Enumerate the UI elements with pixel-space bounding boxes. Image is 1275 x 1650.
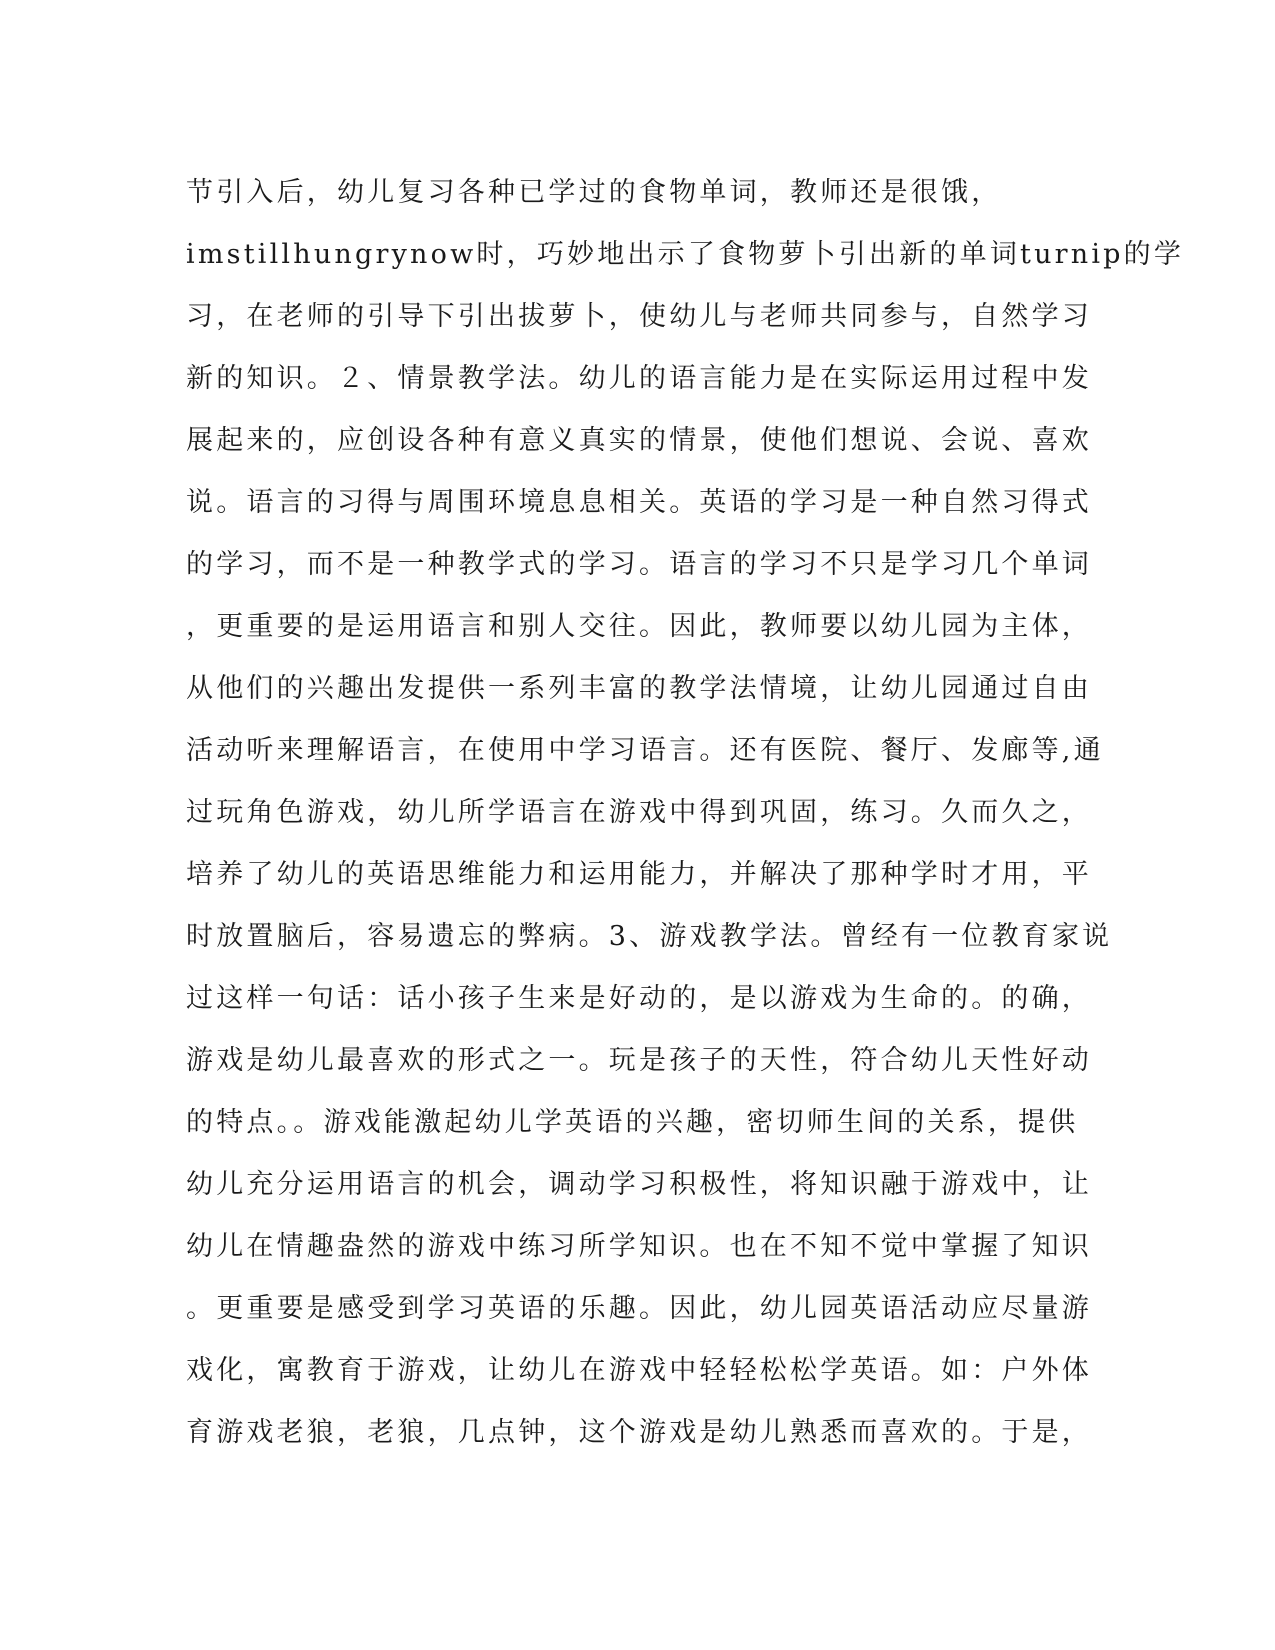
text-line: 过玩角色游戏，幼儿所学语言在游戏中得到巩固，练习。久而久之， xyxy=(186,797,1092,828)
text-line: 幼儿充分运用语言的机会，调动学习积极性，将知识融于游戏中，让 xyxy=(186,1169,1092,1200)
text-line: 的特点。。游戏能激起幼儿学英语的兴趣，密切师生间的关系，提供 xyxy=(186,1107,1079,1138)
text-line: 新的知识。２、情景教学法。幼儿的语言能力是在实际运用过程中发 xyxy=(186,363,1092,394)
text-line: 育游戏老狼，老狼，几点钟，这个游戏是幼儿熟悉而喜欢的。于是， xyxy=(186,1417,1092,1448)
text-line: 戏化，寓教育于游戏，让幼儿在游戏中轻轻松松学英语。如：户外体 xyxy=(186,1355,1092,1386)
text-line: 培养了幼儿的英语思维能力和运用能力，并解决了那种学时才用，平 xyxy=(186,859,1092,890)
text-line: 游戏是幼儿最喜欢的形式之一。玩是孩子的天性，符合幼儿天性好动 xyxy=(186,1045,1092,1076)
text-line: ，更重要的是运用语言和别人交往。因此，教师要以幼儿园为主体， xyxy=(186,611,1092,642)
text-line: 过这样一句话：话小孩子生来是好动的，是以游戏为生命的。的确， xyxy=(186,983,1092,1014)
text-line: 。更重要是感受到学习英语的乐趣。因此，幼儿园英语活动应尽量游 xyxy=(186,1293,1092,1324)
text-line: 的学习，而不是一种教学式的学习。语言的学习不只是学习几个单词 xyxy=(186,549,1092,580)
text-line: 展起来的，应创设各种有意义真实的情景，使他们想说、会说、喜欢 xyxy=(186,425,1092,456)
text-line: 说。语言的习得与周围环境息息相关。英语的学习是一种自然习得式 xyxy=(186,487,1092,518)
text-line: 习，在老师的引导下引出拔萝卜，使幼儿与老师共同参与，自然学习 xyxy=(186,301,1092,332)
text-line: 幼儿在情趣盎然的游戏中练习所学知识。也在不知不觉中掌握了知识 xyxy=(186,1231,1092,1262)
body-text xyxy=(186,162,1185,1464)
text-line: 时放置脑后，容易遗忘的弊病。3、游戏教学法。曾经有一位教育家说 xyxy=(186,921,1113,952)
text-line: imstillhungrynow时，巧妙地出示了食物萝卜引出新的单词turnip的学 xyxy=(186,239,1185,270)
text-line: 活动听来理解语言，在使用中学习语言。还有医院、餐厅、发廊等,通 xyxy=(186,735,1104,766)
text-line: 节引入后，幼儿复习各种已学过的食物单词，教师还是很饿， xyxy=(186,177,1002,208)
text-line: 从他们的兴趣出发提供一系列丰富的教学法情境，让幼儿园通过自由 xyxy=(186,673,1092,704)
